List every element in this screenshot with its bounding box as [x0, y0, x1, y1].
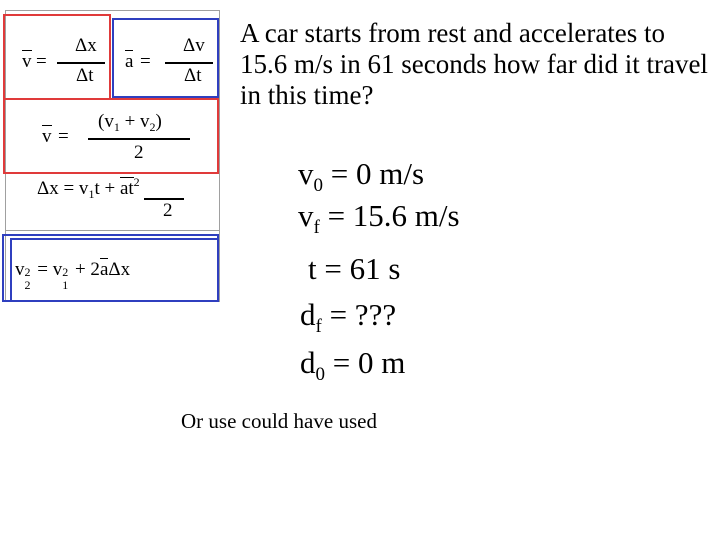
given-initial-distance: $d_0 = 0$ m — [300, 345, 406, 385]
given-final-distance: $d_f$ = ??? — [300, 297, 397, 337]
denominator: Δt — [184, 65, 202, 86]
v-bar: v — [22, 51, 32, 72]
v-bar: v — [42, 126, 52, 147]
fraction-bar — [165, 62, 213, 64]
red-highlight-box — [3, 98, 219, 174]
equals-sign: = — [140, 51, 151, 72]
a-bar: a — [125, 51, 134, 72]
footnote-text: Or use could have used — [181, 409, 377, 433]
given-time: t = 61 s — [308, 251, 401, 286]
numerator: $\Delta x = v_1t + at^2$ — [37, 175, 140, 201]
numerator: $(v_1 + v_2)$ — [98, 111, 162, 134]
equals-sign: = — [58, 126, 69, 147]
denominator: 2 — [134, 142, 144, 163]
numerator: Δx — [75, 35, 97, 56]
numerator: Δv — [183, 35, 205, 56]
red-highlight-box — [3, 14, 111, 100]
denominator: Δt — [76, 65, 94, 86]
formula-divider — [5, 230, 219, 231]
problem-statement: A car starts from rest and accelerates to 15.6 m/s in 61 seconds how far did it travel in this time? — [240, 18, 708, 110]
denominator: 2 — [163, 200, 173, 221]
given-final-velocity: $v_f = 15.6$ m/s — [298, 198, 460, 238]
formula-velocity-squared: v 2 2 = v 2 1 + 2aΔx — [15, 259, 131, 292]
equals-sign: = — [36, 51, 47, 72]
fraction-bar — [88, 138, 190, 140]
fraction-bar — [57, 62, 105, 64]
given-initial-velocity: $v_0 = 0$ m/s — [298, 156, 425, 196]
